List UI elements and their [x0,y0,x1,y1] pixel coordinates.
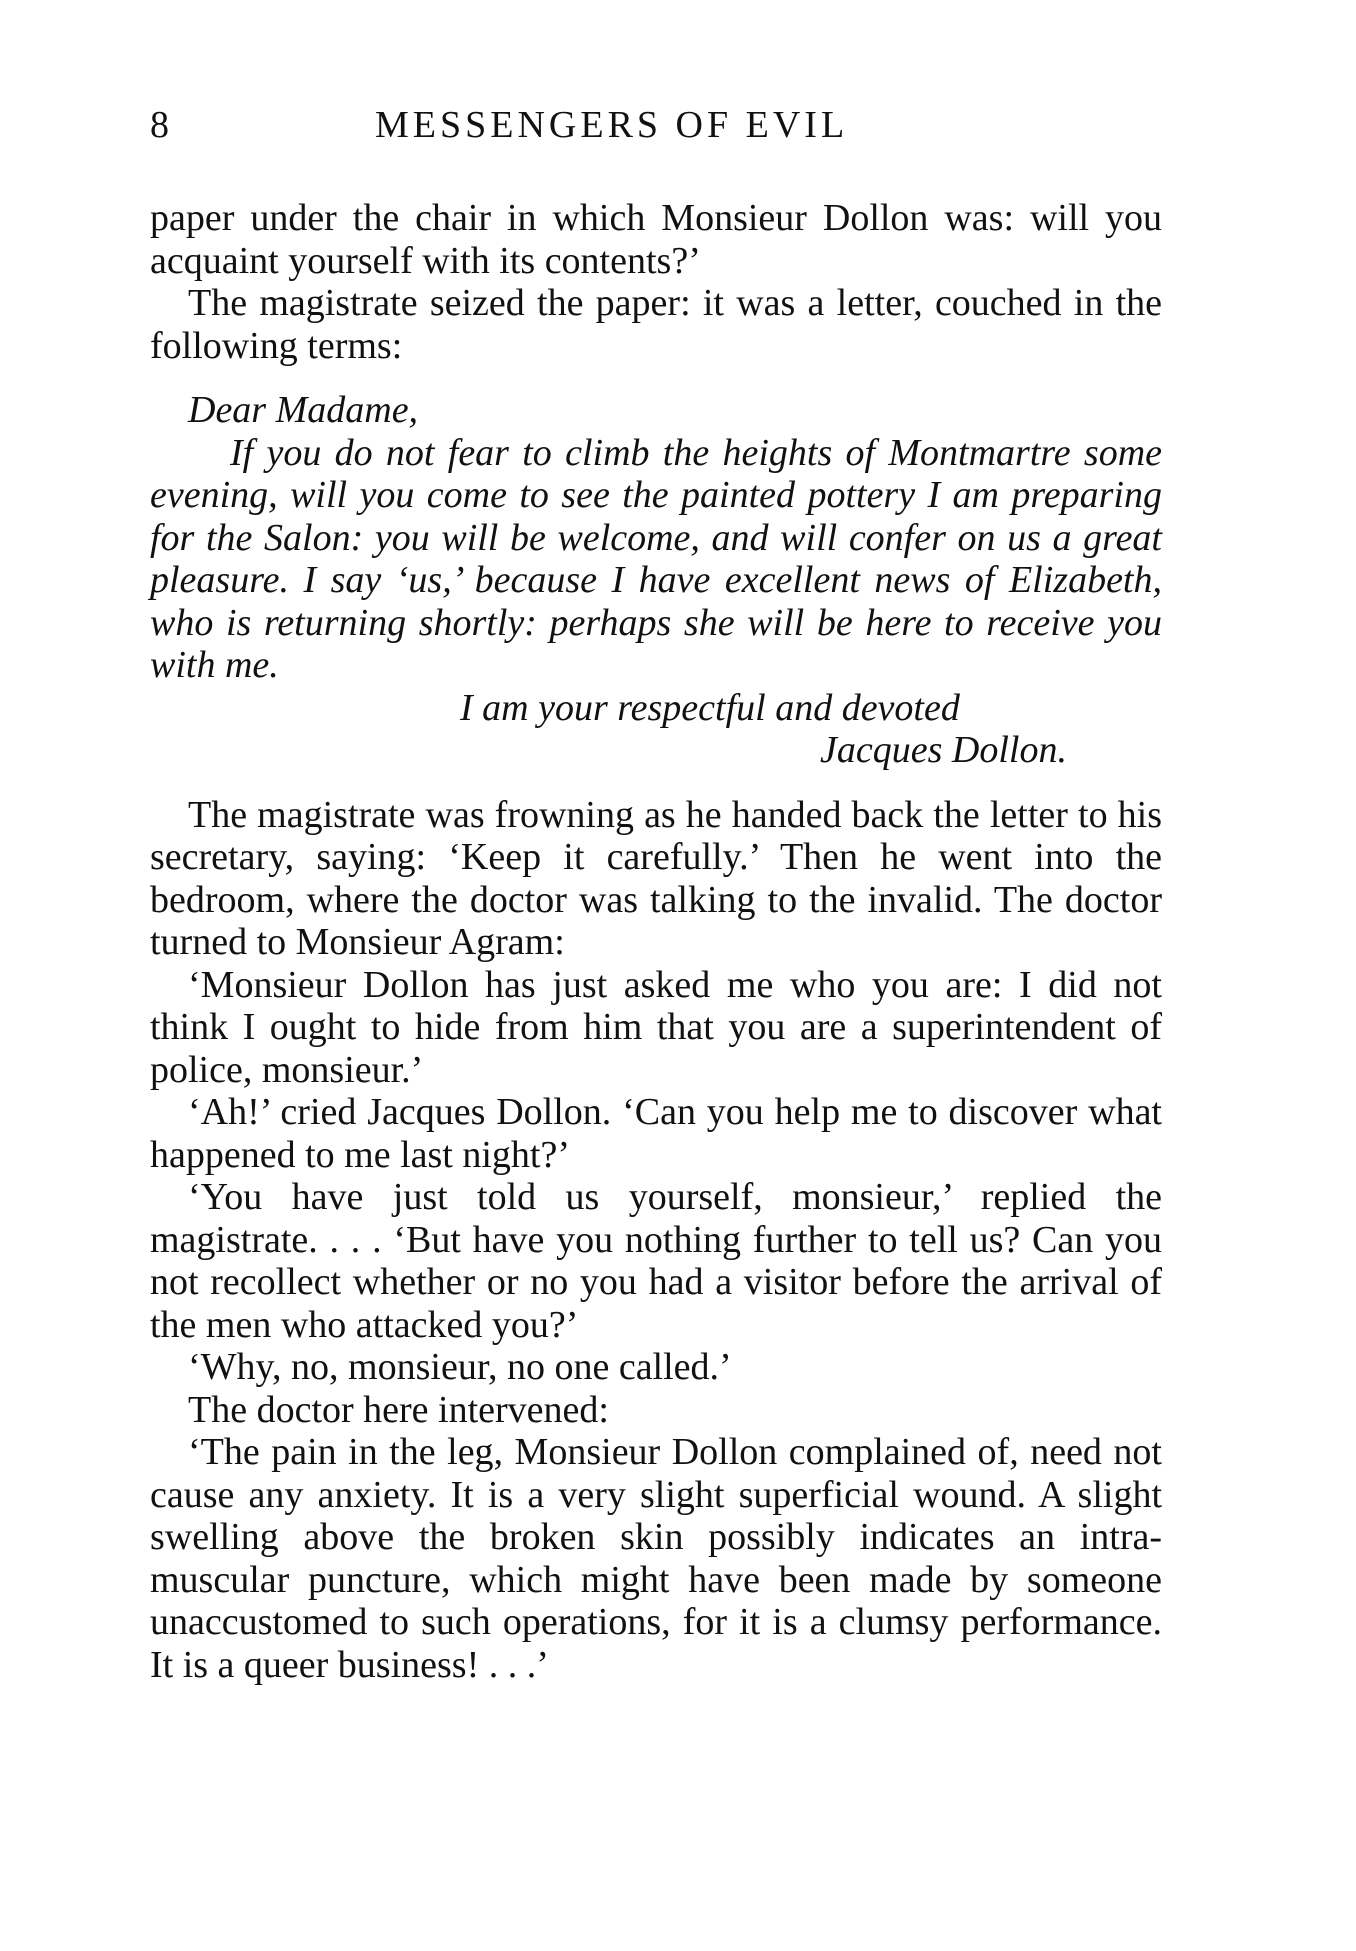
letter-body: If you do not fear to climb the heights of Montmartre some evening, will you come to see the painted pottery I am preparing for the Salon: you will be welcome, and will confer on us a great pleasure. I say ‘us,’ because I have excellent news of Elizabeth, who is returning shortly: perhaps she will be here to receive you with me. [150,431,1162,686]
page-number: 8 [150,104,171,146]
letter-signature: Jacques Dollon. [820,729,1067,771]
paragraph: ‘The pain in the leg, Monsieur Dollon complained of, need not cause any anxiety. It is a very slight superficial wound. A slight swelling above the broken skin possibly indicates an intra-muscular puncture, which might have been made by someone unaccustomed to such operations, for it is a clumsy performance. It is a queer business! . . .’ [150,1431,1162,1686]
page-header [150,95,1162,155]
running-title: MESSENGERS OF EVIL [375,104,849,146]
paragraph: paper under the chair in which Monsieur Dollon was: will you acquaint yourself with its contents?’ [150,197,1162,282]
letter-closing: I am your respectful and devoted [460,686,960,729]
paragraph: The magistrate was frowning as he handed back the letter to his secretary, saying: ‘Keep it carefully.’ Then he went into the bedroom, where the doctor was talking to the invalid. The doctor turned to Monsieur Agram: [150,793,1162,963]
paragraph: ‘Ah!’ cried Jacques Dollon. ‘Can you help me to discover what happened to me last night?’ [150,1091,1162,1176]
body-text [150,197,1162,1686]
paragraph: ‘Monsieur Dollon has just asked me who you are: I did not think I ought to hide from him that you are a superintendent of police, monsieur.’ [150,963,1162,1091]
paragraph: ‘Why, no, monsieur, no one called.’ [188,1346,732,1388]
paragraph: The doctor here intervened: [188,1388,609,1431]
book-page [150,95,1162,1686]
paragraph: The magistrate seized the paper: it was a letter, couched in the following terms: [150,282,1162,367]
paragraph: ‘You have just told us yourself, monsieur,’ replied the magistrate. . . . ‘But have you nothing further to tell us? Can you not recollect whether or no you had a visitor before the arrival of the men who attacked you?’ [150,1176,1162,1346]
letter-salutation: Dear Madame, [188,389,419,431]
quoted-letter [150,389,1162,772]
